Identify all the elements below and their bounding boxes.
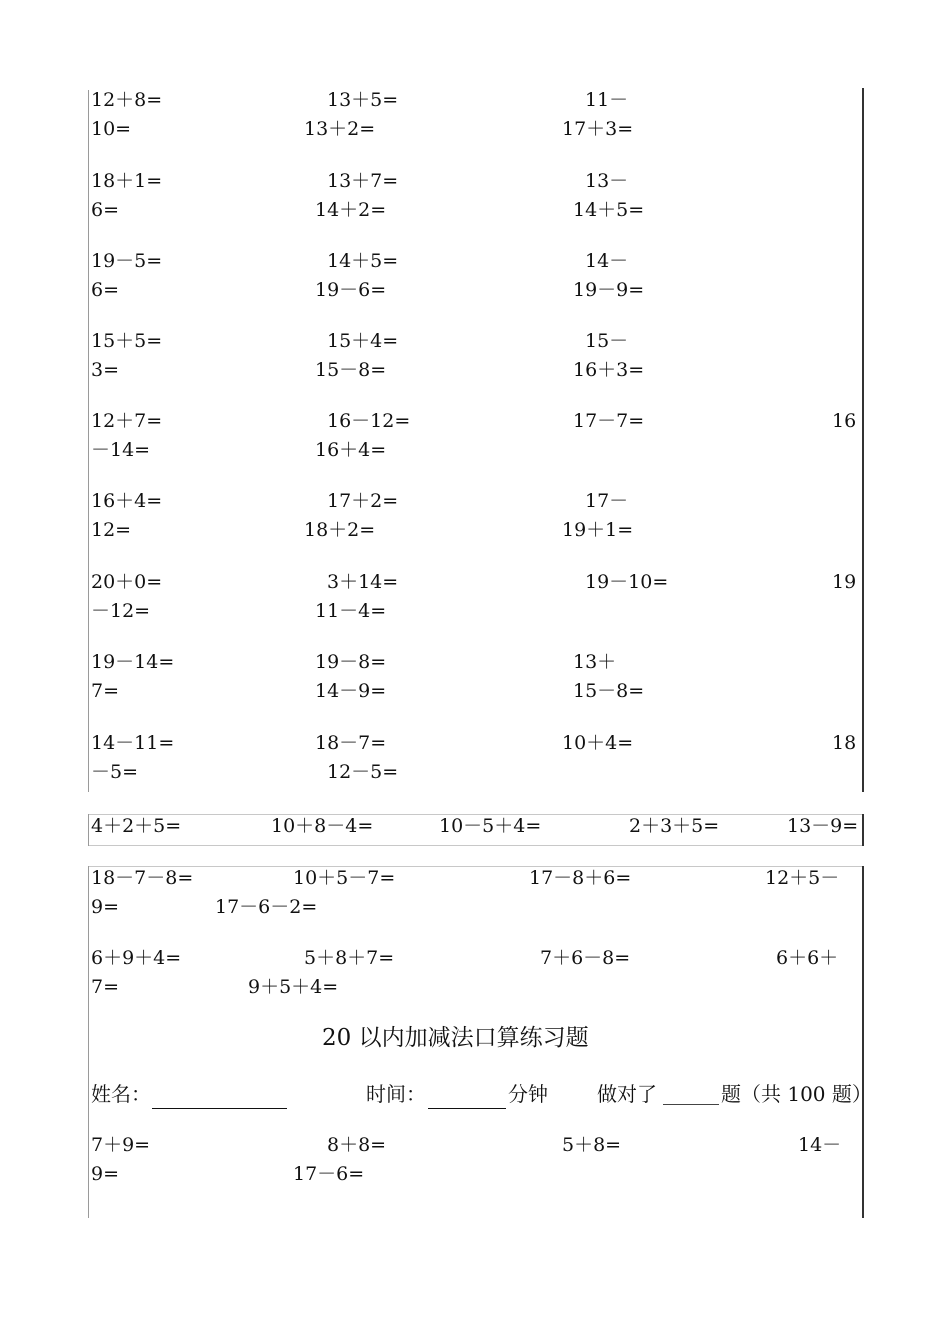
problem: 13＋2= bbox=[304, 118, 376, 140]
problem: 15－8= bbox=[573, 680, 645, 702]
problem: 11－ bbox=[585, 89, 629, 111]
problem: －14= bbox=[91, 439, 151, 461]
section1-right-border bbox=[862, 88, 864, 792]
problem: 7= bbox=[91, 976, 120, 998]
problem: 12－5= bbox=[327, 761, 399, 783]
section1-left-border bbox=[88, 90, 89, 792]
problem: 17－7= bbox=[573, 410, 645, 432]
problem: 12= bbox=[91, 519, 132, 541]
problem: 18＋2= bbox=[304, 519, 376, 541]
problem: 15－8= bbox=[315, 359, 387, 381]
problem: 13－9= bbox=[787, 815, 859, 837]
problem: 16＋3= bbox=[573, 359, 645, 381]
problem: 14＋5= bbox=[327, 250, 399, 272]
problem: 6＋6＋ bbox=[776, 947, 839, 969]
name-blank[interactable] bbox=[152, 1108, 287, 1109]
problem: 14－ bbox=[585, 250, 629, 272]
problem: 16 bbox=[832, 410, 857, 432]
problem: 20＋0= bbox=[91, 571, 163, 593]
section3-top-border bbox=[88, 866, 864, 867]
problem: －12= bbox=[91, 600, 151, 622]
total-label: 题（共 100 题） bbox=[721, 1082, 872, 1106]
section3-right-border bbox=[862, 866, 864, 1218]
section3-left-border bbox=[88, 866, 89, 1218]
problem: 10－5＋4= bbox=[439, 815, 542, 837]
problem: 9= bbox=[91, 896, 120, 918]
problem: 19＋1= bbox=[562, 519, 634, 541]
problem: 12＋8= bbox=[91, 89, 163, 111]
problem: 8＋8= bbox=[327, 1134, 387, 1156]
problem: 13＋ bbox=[573, 651, 617, 673]
minutes-label: 分钟 bbox=[508, 1082, 548, 1106]
problem: 5＋8= bbox=[562, 1134, 622, 1156]
problem: 6= bbox=[91, 199, 120, 221]
problem: 14－ bbox=[798, 1134, 842, 1156]
problem: 10＋8－4= bbox=[271, 815, 374, 837]
problem: 17－6－2= bbox=[215, 896, 318, 918]
problem: 4＋2＋5= bbox=[91, 815, 182, 837]
problem: 17－6= bbox=[293, 1163, 365, 1185]
problem: 13＋5= bbox=[327, 89, 399, 111]
problem: 6= bbox=[91, 279, 120, 301]
problem: 10＋5－7= bbox=[293, 867, 396, 889]
problem: 6＋9＋4= bbox=[91, 947, 182, 969]
problem: 7＋6－8= bbox=[540, 947, 631, 969]
problem: 16－12= bbox=[327, 410, 411, 432]
problem: 13－ bbox=[585, 170, 629, 192]
problem: 19－10= bbox=[585, 571, 669, 593]
problem: 13＋7= bbox=[327, 170, 399, 192]
problem: 17＋3= bbox=[562, 118, 634, 140]
problem: 9= bbox=[91, 1163, 120, 1185]
problem: 18－7－8= bbox=[91, 867, 194, 889]
problem: 3＋14= bbox=[327, 571, 399, 593]
problem: 17－8＋6= bbox=[529, 867, 632, 889]
problem: 16＋4= bbox=[315, 439, 387, 461]
problem: 19－14= bbox=[91, 651, 175, 673]
problem: 5＋8＋7= bbox=[304, 947, 395, 969]
problem: 15－ bbox=[585, 330, 629, 352]
problem: 17－ bbox=[585, 490, 629, 512]
problem: 17＋2= bbox=[327, 490, 399, 512]
problem: 16＋4= bbox=[91, 490, 163, 512]
section2-bottom-border bbox=[88, 845, 864, 846]
problem: 19－9= bbox=[573, 279, 645, 301]
problem: 7＋9= bbox=[91, 1134, 151, 1156]
problem: 10= bbox=[91, 118, 132, 140]
problem: 12＋5－ bbox=[765, 867, 840, 889]
problem: 19－8= bbox=[315, 651, 387, 673]
problem: 14＋2= bbox=[315, 199, 387, 221]
problem: 14＋5= bbox=[573, 199, 645, 221]
worksheet-title: 20 以内加减法口算练习题 bbox=[322, 1025, 589, 1051]
problem: 15＋4= bbox=[327, 330, 399, 352]
problem: 18＋1= bbox=[91, 170, 163, 192]
problem: 19－6= bbox=[315, 279, 387, 301]
name-label: 姓名： bbox=[91, 1082, 151, 1106]
time-blank[interactable] bbox=[428, 1108, 506, 1109]
section2-left-border bbox=[88, 814, 89, 846]
problem: 3= bbox=[91, 359, 120, 381]
problem: 15＋5= bbox=[91, 330, 163, 352]
problem: 14－9= bbox=[315, 680, 387, 702]
problem: 18 bbox=[832, 732, 857, 754]
section2-right-border bbox=[862, 814, 864, 846]
correct-label: 做对了 bbox=[597, 1082, 657, 1106]
problem: 18－7= bbox=[315, 732, 387, 754]
problem: 12＋7= bbox=[91, 410, 163, 432]
problem: 9＋5＋4= bbox=[248, 976, 339, 998]
problem: 19－5= bbox=[91, 250, 163, 272]
problem: 2＋3＋5= bbox=[629, 815, 720, 837]
correct-blank[interactable] bbox=[663, 1104, 719, 1105]
problem: －5= bbox=[91, 761, 139, 783]
problem: 11－4= bbox=[315, 600, 387, 622]
problem: 10＋4= bbox=[562, 732, 634, 754]
problem: 14－11= bbox=[91, 732, 175, 754]
problem: 19 bbox=[832, 571, 857, 593]
problem: 7= bbox=[91, 680, 120, 702]
time-label: 时间： bbox=[366, 1082, 426, 1106]
